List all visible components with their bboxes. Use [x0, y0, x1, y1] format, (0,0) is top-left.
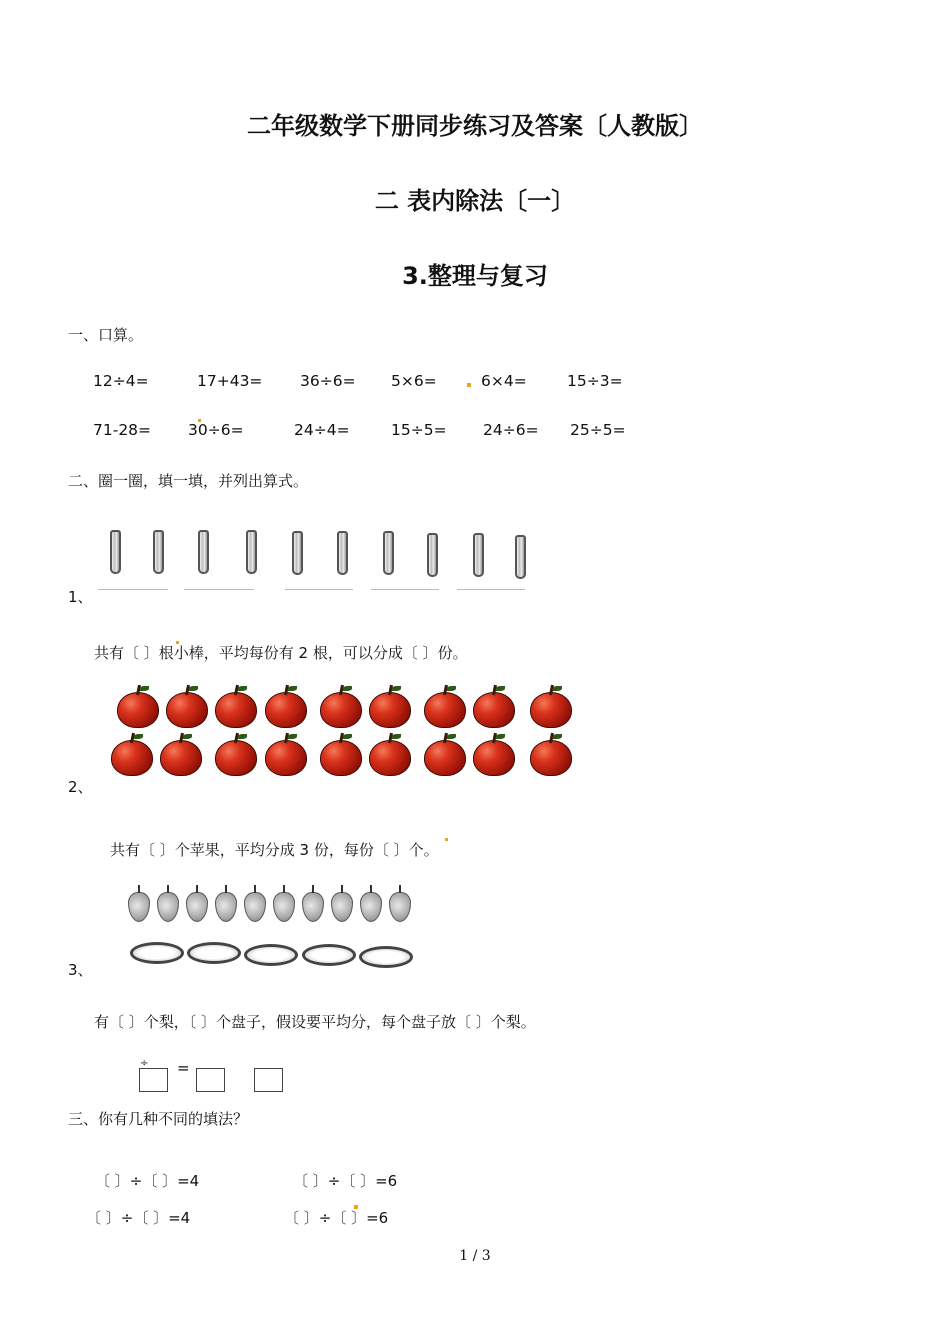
calc-item: 36÷6=	[300, 372, 356, 390]
division-sign: ÷	[140, 1058, 149, 1069]
calc-item: 71-28=	[93, 421, 152, 439]
stray-mark	[445, 838, 448, 841]
calc-item: 15÷3=	[567, 372, 623, 390]
fill-line: 〔 〕÷〔 〕=6	[284, 1209, 389, 1227]
answer-box[interactable]	[196, 1068, 225, 1092]
question-label: 1、	[68, 588, 93, 606]
answer-box[interactable]	[139, 1068, 168, 1092]
question-text: 共有〔 〕个苹果，平均分成 3 份，每份〔 〕个。	[110, 841, 439, 859]
section3-heading: 三、你有几种不同的填法？	[68, 1110, 249, 1128]
calc-item: 30÷6=	[188, 421, 244, 439]
calc-item: 24÷6=	[483, 421, 539, 439]
calc-item: 5×6=	[391, 372, 437, 390]
calc-item: 12÷4=	[93, 372, 149, 390]
question-text: 共有〔 〕根小棒，平均每份有 2 根，可以分成〔 〕份。	[94, 644, 468, 662]
page-number: 1 / 3	[459, 1248, 491, 1264]
document-title: 二年级数学下册同步练习及答案〔人教版〕	[247, 112, 703, 140]
section1-heading: 一、口算。	[68, 326, 144, 344]
fill-line: 〔 〕÷〔 〕=6	[293, 1172, 398, 1190]
equals-sign: =	[177, 1059, 190, 1077]
calc-item: 6×4=	[481, 372, 527, 390]
fill-line: 〔 〕÷〔 〕=4	[86, 1209, 191, 1227]
calc-item: 24÷4=	[294, 421, 350, 439]
stray-mark	[467, 383, 471, 387]
lesson-title: 3.整理与复习	[402, 262, 548, 290]
unit-title: 二 表内除法〔一〕	[374, 187, 576, 215]
fill-line: 〔 〕÷〔 〕=4	[95, 1172, 200, 1190]
answer-box[interactable]	[254, 1068, 283, 1092]
section2-heading: 二、圈一圈，填一填，并列出算式。	[68, 472, 309, 490]
calc-item: 15÷5=	[391, 421, 447, 439]
question-label: 2、	[68, 778, 93, 796]
calc-item: 17+43=	[197, 372, 263, 390]
calc-item: 25÷5=	[570, 421, 626, 439]
question-label: 3、	[68, 961, 93, 979]
question-text: 有〔 〕个梨，〔 〕个盘子，假设要平均分，每个盘子放〔 〕个梨。	[94, 1013, 536, 1031]
